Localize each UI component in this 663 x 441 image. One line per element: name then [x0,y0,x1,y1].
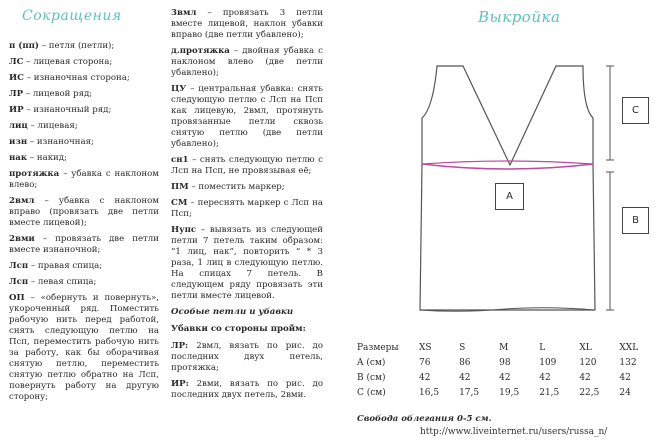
table-cell: XS [419,342,432,353]
armhole-decrease-heading: Убавки со стороны пройм: [171,324,306,334]
abbr-term: ИР: [171,379,189,389]
abbr-term: 3вмл [171,8,197,18]
abbr-term: Лсп [9,261,29,271]
table-header-row [357,340,657,355]
abbr-definition: – центральная убавка: снять следующую петлю с Лсп на Псп как лицевую, 2вмл, протянуть провязанные петли сквозь снятую петлю (две петли убавлено); [171,84,323,149]
special-stitches-heading: Особые петли и убавки [171,307,294,317]
label-box-a: A [495,183,524,210]
abbr-term: протяжка [9,169,60,179]
table-cell: 42 [459,372,471,383]
table-cell: 42 [619,372,631,383]
table-row [357,385,657,400]
abbr-term: ЛС [9,57,24,67]
label-box-c: C [622,97,649,124]
table-cell: 19,5 [499,387,520,398]
table-cell: 24 [619,387,631,398]
table-cell: M [499,342,509,353]
table-cell: A (см) [357,357,386,368]
ease-note: Свобода облегания 0-5 см. [357,414,492,424]
abbr-definition: – двойная убавка с наклоном влево (две петли убавлено); [171,46,323,78]
table-row [357,370,657,385]
abbr-definition: – вывязать из следующей петли 7 петель таким образом: “1 лиц, нак”, повторить “ * 3 раза, 1 лиц в следующую петлю. На спицах 7 петель. В следующем ряду провязать эти петли вместе лицевой. [171,225,323,301]
abbr-definition: – лицевая; [27,121,78,131]
abbr-term: д.протяжка [171,46,230,56]
table-cell: 42 [499,372,511,383]
table-cell: 42 [579,372,591,383]
abbr-term: ИР [9,105,24,115]
table-cell: 109 [539,357,557,368]
abbr-term: 2вми [9,234,35,244]
sizes-table [357,340,657,400]
abbr-term: нак [9,153,28,163]
abbr-definition: – снять следующую петлю с Лсп на Псп, не провязывая её; [171,155,323,176]
abbr-definition: – поместить маркер; [188,182,285,192]
abbr-definition: – накид; [27,153,67,163]
abbr-term: ИС [9,73,24,83]
table-row [357,355,657,370]
abbr-definition: – провязать 3 петли вместе лицевой, наклон убавки вправо (две петли убавлено); [171,8,323,40]
table-cell: S [459,342,466,353]
table-cell: 42 [419,372,431,383]
abbr-definition: – изнаночная; [27,137,94,147]
table-cell: 42 [539,372,551,383]
abbr-term: 2вмл [9,196,35,206]
abbr-definition: – провязать две петли вместе изнаночной; [9,234,159,255]
abbr-definition: 2вмл, вязать по рис. до последних двух петель, протяжка; [171,341,323,373]
abbr-definition: – убавка с наклоном вправо (провязать две петли вместе лицевой); [9,196,159,228]
abbr-term: ЛР [9,89,24,99]
table-cell: C (см) [357,387,386,398]
abbr-term: ЛР: [171,341,189,351]
abbr-definition: – изнаночный ряд; [23,105,112,115]
table-cell: L [539,342,546,353]
abbr-term: Нупс [171,225,197,235]
table-cell: Размеры [357,342,399,353]
abbr-definition: – «обернуть и повернуть», укороченный ряд. Поместить рабочую нить перед работой, снять следующую петлю на Псп, переместить рабочую нить за работу, как бы оборачивая снятую петлю, переместить снятую петлю обратно на Лсп, повернуть работу на другую сторону; [9,293,159,402]
abbr-term: изн [9,137,28,147]
label-box-b: B [622,207,649,234]
abbr-definition: – лицевой ряд; [23,89,93,99]
abbr-term: ОП [9,293,25,303]
table-cell: 16,5 [419,387,440,398]
table-cell: XXL [619,342,639,353]
right-title: Выкройка [478,8,561,26]
table-cell: B (см) [357,372,386,383]
abbr-definition: 2вми, вязать по рис. до последних двух петель, 2вми. [171,379,323,400]
table-cell: 22,5 [579,387,600,398]
table-cell: 132 [619,357,637,368]
table-cell: XL [579,342,592,353]
abbr-term: ЦУ [171,84,187,94]
abbr-definition: – изнаночная сторона; [23,73,130,83]
abbr-term: СМ [171,198,188,208]
abbr-definition: – левая спица; [28,277,97,287]
abbr-term: п (пп) [9,41,39,51]
watermark-url: http://www.liveinternet.ru/users/russa_n/ [420,427,608,437]
abbr-term: лиц [9,121,28,131]
abbr-term: сн1 [171,155,189,165]
left-title: Сокращения [22,8,122,24]
chest-line [422,164,593,169]
abbr-term: Лсп [9,277,29,287]
table-cell: 86 [459,357,471,368]
abbr-definition: – убавка с наклоном влево; [9,169,159,190]
table-cell: 17,5 [459,387,480,398]
abbr-definition: – петля (петли); [39,41,115,51]
abbr-term: ПМ [171,182,189,192]
table-cell: 98 [499,357,511,368]
table-cell: 21,5 [539,387,560,398]
table-cell: 76 [419,357,431,368]
table-cell: 120 [579,357,597,368]
abbr-definition: – переснять маркер с Лсп на Псп; [171,198,323,219]
chest-line-upper [422,161,593,164]
abbr-definition: – лицевая сторона; [23,57,113,67]
abbr-definition: – правая спица; [28,261,103,271]
